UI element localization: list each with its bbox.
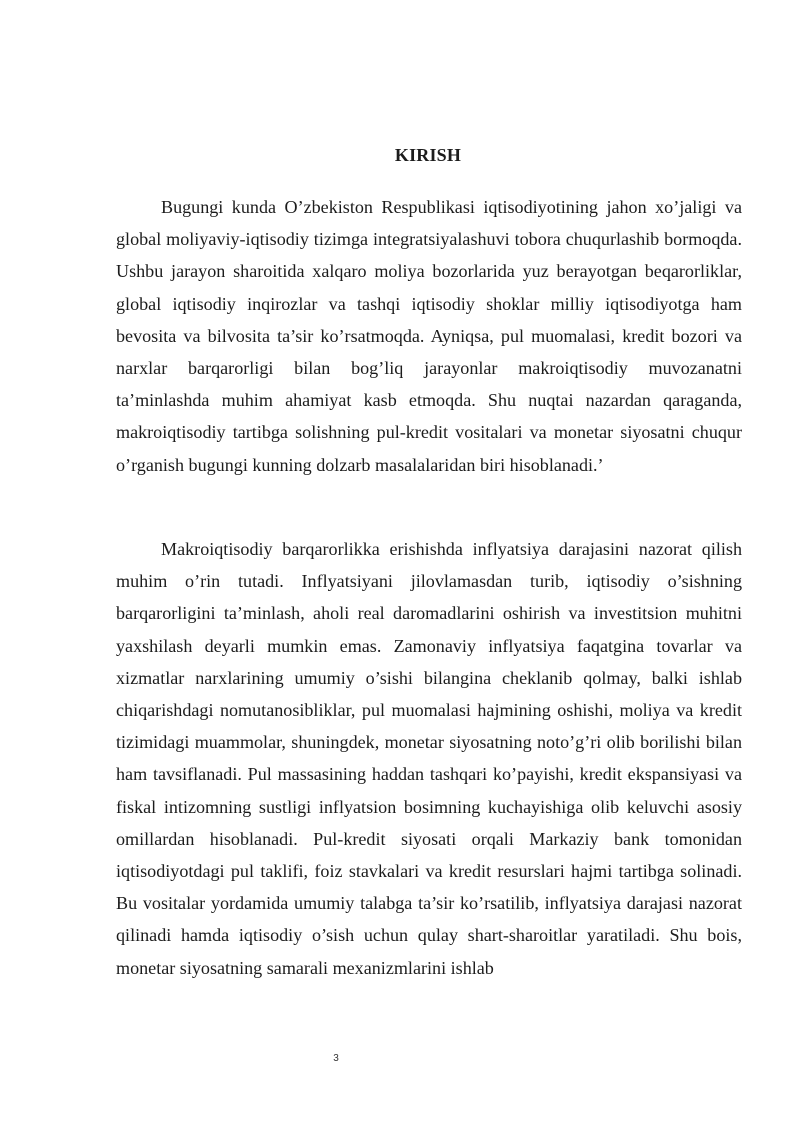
page-title: KIRISH	[394, 145, 462, 165]
paragraph-intro: Bugungi kunda O’zbekiston Respublikasi iqtisodiyotining jahon xo’jaligi va global moliyaviy-iqtisodiy tizimga integratsiyalashuvi tobora chuqurlashib bormoqda. Ushbu jarayon sharoitida xalqaro moliya bozorlarida yuz berayotgan beqarorliklar, global iqtisodiy inqirozlar va tashqi iqtisodiy shoklar milliy iqtisodiyotga ham bevosita va bilvosita ta’sir ko’rsatmoqda. Ayniqsa, pul muomalasi, kredit bozori va narxlar barqarorligi bilan bog’liq jarayonlar makroiqtisodiy muvozanatni ta’minlashda muhim ahamiyat kasb etmoqda. Shu nuqtai nazardan qaraganda, makroiqtisodiy tartibga solishning pul-kredit vositalari va monetar siyosatni chuqur o’rganish bugungi kunning dolzarb masalalaridan biri hisoblanadi.’	[116, 197, 742, 475]
page-number: 3	[333, 1053, 339, 1064]
paragraph-inflation: Makroiqtisodiy barqarorlikka erishishda inflyatsiya darajasini nazorat qilish muhim o’rin tutadi. Inflyatsiyani jilovlamasdan turib, iqtisodiy o’sishning barqarorligini ta’minlash, aholi real daromadlarini oshirish va investitsion muhitni yaxshilash deyarli mumkin emas. Zamonaviy inflyatsiya faqatgina tovarlar va xizmatlar narxlarining umumiy o’sishi bilangina cheklanib qolmay, balki ishlab chiqarishdagi nomutanosibliklar, pul muomalasi hajmining oshishi, moliya va kredit tizimidagi muammolar, shuningdek, monetar siyosatning noto’g’ri olib borilishi bilan ham tavsiflanadi. Pul massasining haddan tashqari ko’payishi, kredit ekspansiyasi va fiskal intizomning sustligi inflyatsion bosimning kuchayishiga olib keluvchi asosiy omillardan hisoblanadi. Pul-kredit siyosati orqali Markaziy bank tomonidan iqtisodiyotdagi pul taklifi, foiz stavkalari va kredit resurslari hajmi tartibga solinadi. Bu vositalar yordamida umumiy talabga ta’sir ko’rsatilib, inflyatsiya darajasi nazorat qilinadi hamda iqtisodiy o’sish uchun qulay shart-sharoitlar yaratiladi. Shu bois, monetar siyosatning samarali mexanizmlarini ishlab	[116, 539, 742, 978]
